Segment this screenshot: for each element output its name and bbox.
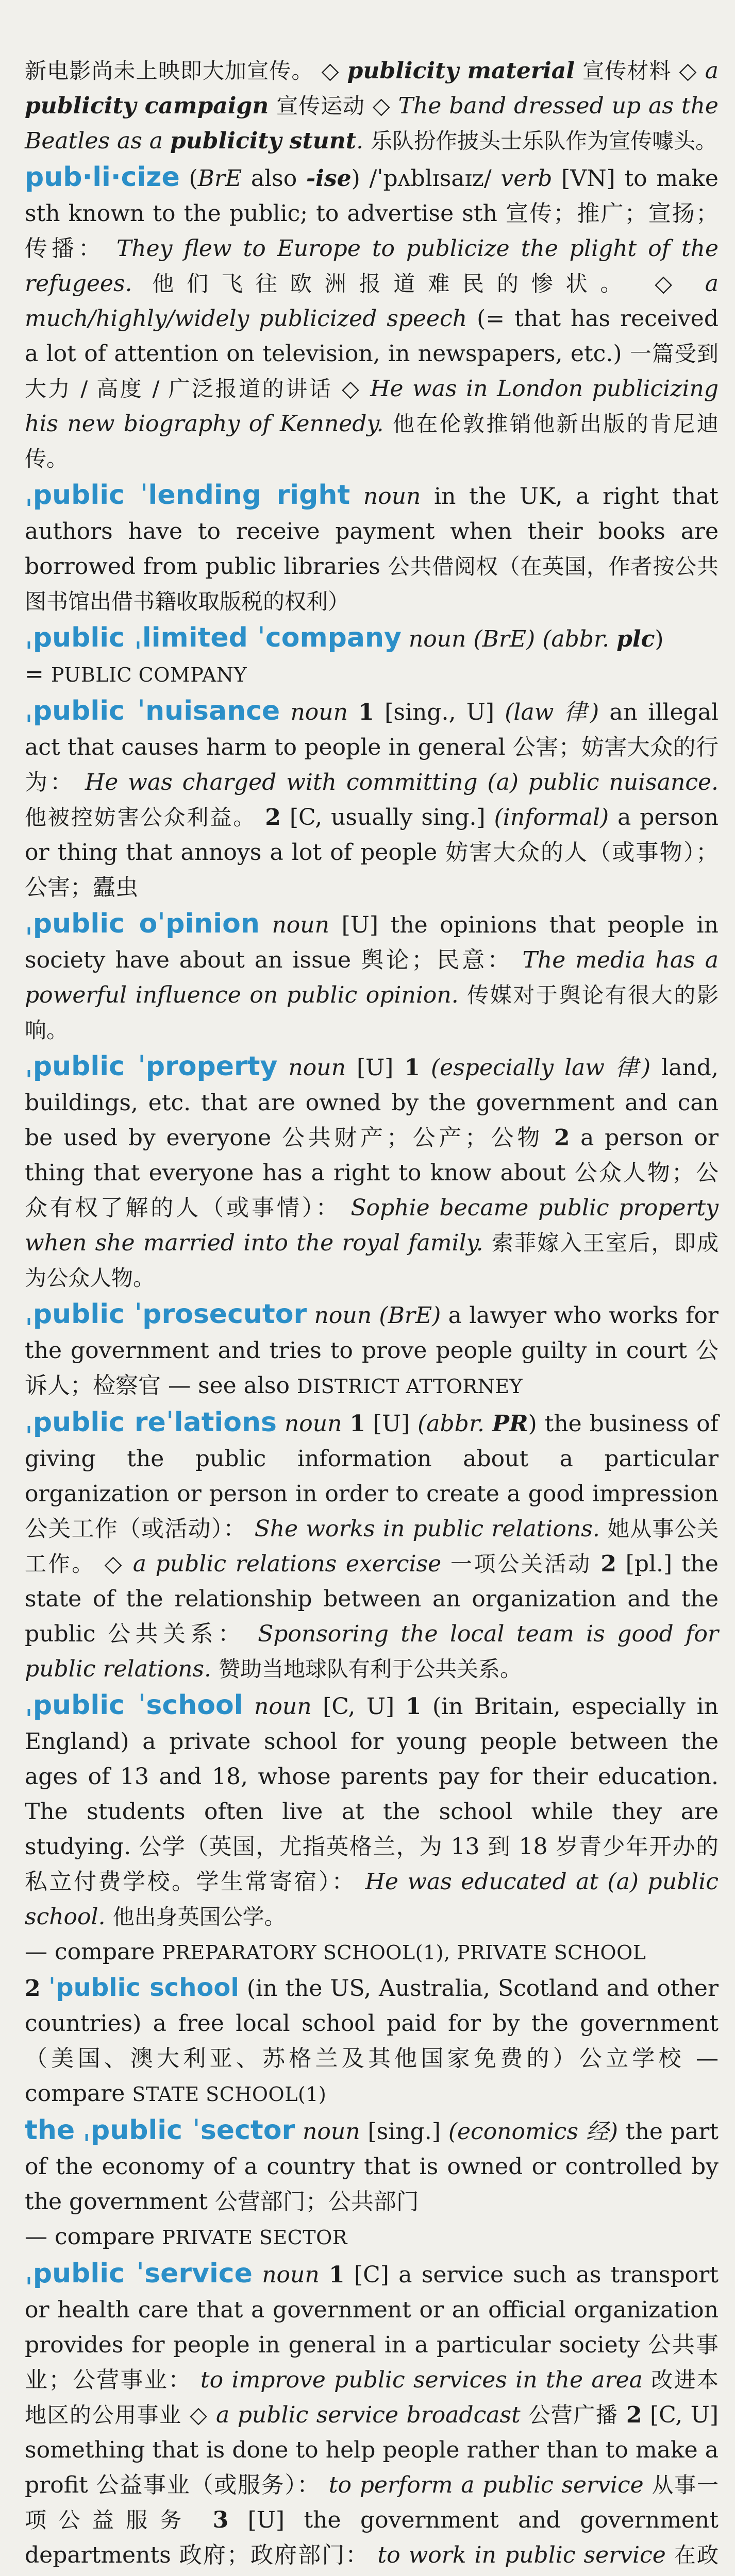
definition: to make sth known to the public; to advertise sth 宣传；推广；宣扬；传播： [25,165,719,262]
example-text: They flew to Europe to publicize the plight of the refugees. [25,235,719,297]
cross-reference-link[interactable]: PRIVATE SECTOR [162,2226,347,2249]
abbreviation-close: ) [528,1411,537,1437]
example-text: a public relations exercise [132,1551,442,1577]
chinese-gloss: 宣传运动 [276,93,365,118]
continued-entry-publicity [25,54,719,159]
headword: ˌpublic ˈprosecutor [25,1299,307,1330]
compare-label: — compare [25,1939,155,1965]
part-of-speech: noun [408,626,466,652]
sense-number: 2 [554,1125,570,1151]
grammar-code: [pl.] [625,1551,673,1577]
definition: land, buildings, etc. that are owned by the government and can be used by everyone 公共财产；公产；公物 [25,1055,719,1151]
headword: ˌpublic oˈpinion [25,908,260,939]
example-separator-symbol: ◇ [679,58,697,84]
collocation: publicity material [347,58,575,84]
part-of-speech: noun [272,912,329,938]
definition: a person or thing that annoys a lot of people 妨害大众的人（或事物）；公害；蠹虫 [25,804,719,901]
grammar-code: [U] [356,1055,394,1081]
headword: ˌpublic ˈschool [25,1690,243,1721]
abbreviation-open: (abbr. [417,1411,485,1437]
chinese-gloss: 他们飞往欧洲报道难民的惨状。 [152,271,635,296]
cross-reference-link[interactable]: STATE SCHOOL(1) [132,2083,327,2106]
entry-public-service [25,2256,719,2576]
definition: the business of giving the public information about a particular organization or person in order to create a good impression 公关工作（或活动）： [25,1411,719,1542]
definition: the government and government departments 政府；政府部门： [25,2507,719,2568]
chinese-gloss: 一项公关活动 [450,1551,592,1577]
chinese-gloss: 乐队扮作披头士乐队作为宣传噱头。 [371,128,717,154]
part-of-speech: verb [500,165,553,192]
sense-number: 1 [405,1693,422,1720]
headword: ˌpublic ˈsector [82,2115,295,2146]
part-of-speech: noun [288,1055,346,1081]
entry-public-property [25,1049,719,1296]
example-separator-symbol: ◇ [321,58,340,84]
cross-reference-link[interactable]: PREPARATORY SCHOOL(1), PRIVATE SCHOOL [162,1941,646,1964]
headword: ˌpublic ˈproperty [25,1051,278,1082]
entry-public-relations [25,1405,719,1687]
register-label: (informal) [494,804,609,831]
example-text: He was charged with committing (a) public nuisance. [85,769,719,795]
example-separator-symbol: ◇ [190,2402,208,2428]
example-text: The media has a powerful influence on public opinion. [25,947,719,1008]
sub-headword: ˈpublic school [48,1973,239,2002]
entry-public-limited-company [25,620,719,692]
variant-also: also [250,165,297,192]
definition: in the UK, a right that authors have to receive payment when their books are borrowed from public libraries [25,483,719,580]
region-label: (BrE) [473,626,536,652]
sense-number: 1 [329,2262,345,2288]
entry-public-school [25,1688,719,2112]
chinese-gloss: 她从事公关工作。 [25,1516,719,1577]
region-label: BrE [197,165,242,192]
definition: (in Britain, especially in England) a private school for young people between the ages of 13 and 18, whose parents pay for their education. The students often live at the school while they are studying. 公学（英国，尤指英格兰，为 13 到 18 岁青少年开办的私立付费学校。学生常寄宿）： [25,1693,719,1895]
chinese-gloss: 他在伦敦推销他新出版的肯尼迪传。 [25,411,719,471]
headword: ˌpublic ˈservice [25,2258,253,2289]
example-text: to perform a public service [328,2472,644,2498]
abbreviation: PR [492,1411,528,1437]
definition: a person or thing that everyone has a right to know about 公众人物；公众有权了解的人（或事情）： [25,1125,719,1221]
part-of-speech: noun [314,1302,372,1329]
compare-label: — compare [25,2224,155,2250]
region-label: (BrE) [379,1302,441,1329]
part-of-speech: noun [284,1411,342,1437]
definition: a service such as transport or health care that a government or an official organization provides for people in general in a particular society 公共事业；公营事业： [25,2262,719,2393]
chinese-gloss: 新电影尚未上映即大加宣传。 [25,58,314,83]
sense-number: 1 [404,1055,420,1081]
chinese-gloss: 公营广播 [528,2402,619,2428]
definition: a lawyer who works for the government and tries to prove people guilty in court 公诉人；检察官 [25,1302,719,1399]
headword: ˌpublic reˈlations [25,1407,277,1438]
grammar-code: [sing., U] [385,699,494,725]
chinese-gloss: 他被控妨害公众利益。 [25,805,257,830]
grammar-code: [C, U] [323,1693,395,1720]
definition: the state of the relationship between an organization and the public 公共关系： [25,1551,719,1647]
chinese-gloss: 公共借阅权（在英国，作者按公共图书馆出借书籍收取版税的权利） [25,554,719,614]
grammar-code: [U] [341,912,379,938]
sense-number: 1 [349,1411,365,1437]
chinese-gloss: 一篇受到大力 / 高度 / 广泛报道的讲话 [25,341,719,401]
part-of-speech: noun [363,483,421,510]
chinese-gloss: 从事一项公益服务 [25,2472,719,2533]
entry-public-nuisance [25,693,719,905]
example-text: He was in London publicizing his new biography of Kennedy. [25,376,719,437]
sense-number: 2 [626,2402,642,2428]
example-text: Sophie became public property when she married into the royal family. [25,1195,719,1256]
example-separator-symbol: ◇ [655,270,685,297]
cross-reference-link[interactable]: DISTRICT ATTORNEY [297,1375,523,1398]
cross-reference-link[interactable]: PUBLIC COMPANY [51,664,247,686]
headword: ˌpublic ˌlimited ˈcompany [25,622,402,653]
chinese-gloss: 改进本地区的公用事业 [25,2367,719,2428]
entry-public-opinion [25,906,719,1048]
definition: (in the US, Australia, Scotland and other countries) a free local school paid for by the government（美国、澳大利亚、苏格兰及其他国家免费的）公立学校 [25,1975,719,2072]
compare-label: — compare [25,2045,719,2107]
equals-sign: = [25,661,44,687]
grammar-code: [C, U] [649,2402,719,2428]
example-separator-symbol: ◇ [372,93,391,119]
grammar-code: [U] [247,2507,285,2533]
example-text: a much/highly/widely publicized speech [25,270,719,332]
definition: something that is done to help people rather than to make a profit 公益事业（或服务）： [25,2437,719,2498]
dictionary-column [25,54,719,2576]
abbreviation-close: ) [655,626,664,652]
chinese-gloss: 索菲嫁入王室后，即成为公众人物。 [25,1230,719,1291]
example-text: a [705,58,719,84]
entry-publicize [25,160,719,477]
headword: ˌpublic ˈnuisance [25,696,280,726]
definition: an illegal act that causes harm to people in general 公害；妨害大众的行为： [25,699,719,795]
example-text: a public service broadcast [216,2402,521,2428]
example-text: The band dressed up as the Beatles as a [25,93,719,154]
part-of-speech: noun [290,699,348,725]
example-text: Sponsoring the local team is good for public relations. [25,1621,719,1682]
headword: ˌpublic ˈlending right [25,480,350,511]
example-separator-symbol: ◇ [104,1551,124,1577]
variant-form: -ise [306,165,352,192]
chinese-gloss: 他出身英国公学。 [112,1904,286,1929]
entry-public-sector [25,2113,719,2255]
example-text: She works in public relations. [254,1516,600,1542]
sense-number: 2 [25,1975,41,2002]
see-also-label: — see also [168,1372,290,1399]
grammar-code: [U] [373,1411,410,1437]
chinese-gloss: 传媒对于舆论有很大的影响。 [25,982,719,1043]
variant-close: ) [351,165,360,192]
sense-number: 1 [358,699,374,725]
headword-article: the [25,2115,75,2146]
chinese-gloss: 在政 [674,2543,719,2568]
field-label: (especially law 律) [431,1055,651,1081]
example-text: to improve public services in the area [200,2367,643,2393]
grammar-code: [VN] [561,165,615,192]
definition: the opinions that people in society have about an issue 舆论；民意： [25,912,719,973]
part-of-speech: noun [262,2262,320,2288]
sense-number: 3 [212,2507,229,2533]
chinese-gloss: 宣传材料 [582,58,672,83]
pronunciation: /ˈpʌblɪsaɪz/ [369,165,492,192]
abbreviation: plc [616,626,655,652]
headword: pub·li·cize [25,162,180,193]
chinese-gloss: 赞助当地球队有利于公共关系。 [218,1656,522,1682]
part-of-speech: noun [303,2119,360,2145]
sense-number: 2 [600,1551,617,1577]
collocation: publicity campaign [25,93,269,119]
grammar-code: [C, usually sing.] [289,804,486,831]
sense-number: 2 [265,804,281,831]
variant-open: ( [189,165,198,192]
example-separator-symbol: ◇ [342,376,361,402]
field-label: (law 律) [505,699,599,725]
example-text: He was educated at (a) public school. [25,1869,719,1930]
example-text: to work in public service [377,2542,666,2568]
collocation: publicity stunt [170,128,357,154]
part-of-speech: noun [254,1693,312,1720]
example-text: . [356,128,364,154]
grammar-code: [sing.] [368,2119,441,2145]
example-note: (= that has received a lot of attention on television, in newspapers, etc.) [25,306,719,367]
entry-public-prosecutor [25,1297,719,1404]
abbreviation-open: (abbr. [542,626,610,652]
definition: the part of the economy of a country that is owned or controlled by the government 公营部门；公共部门 [25,2119,719,2215]
entry-public-lending-right [25,478,719,619]
field-label: (economics 经) [448,2119,618,2145]
grammar-code: [C] [354,2262,389,2288]
